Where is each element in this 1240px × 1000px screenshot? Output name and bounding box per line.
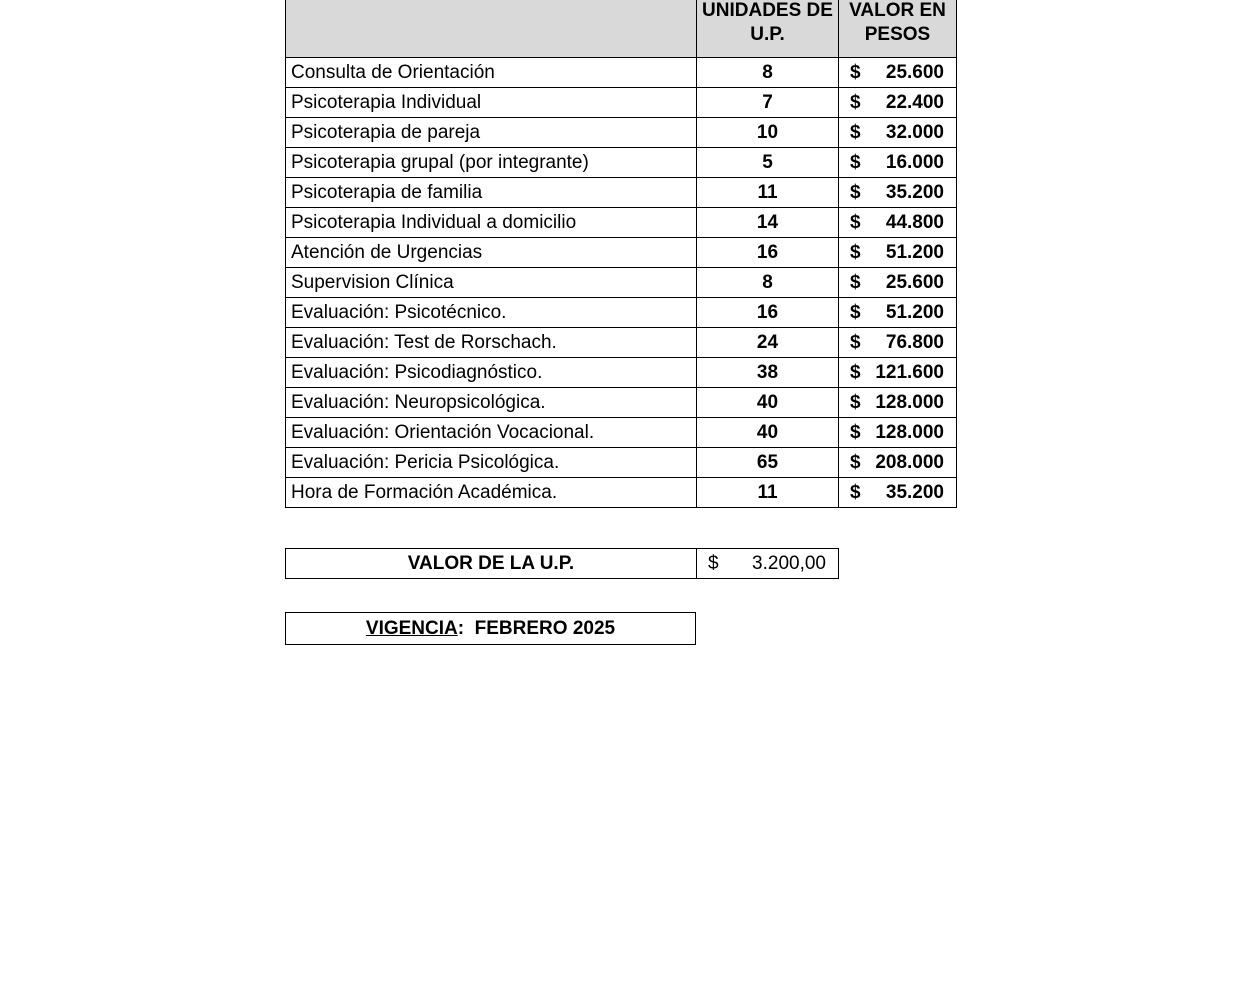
service-price [839, 298, 957, 328]
price-amount: 35.200 [885, 182, 944, 203]
service-name: Atención de Urgencias [286, 238, 697, 268]
service-price [839, 478, 957, 508]
service-name: Consulta de Orientación [286, 58, 697, 88]
table-row [286, 208, 957, 238]
service-name: Evaluación: Pericia Psicológica. [286, 448, 697, 478]
service-name: Psicoterapia Individual a domicilio [286, 208, 697, 238]
service-name: Evaluación: Neuropsicológica. [286, 388, 697, 418]
service-units: 16 [697, 238, 839, 268]
validity-value: FEBRERO 2025 [474, 618, 616, 639]
service-units: 5 [697, 148, 839, 178]
service-units: 65 [697, 448, 839, 478]
service-name: Evaluación: Psicodiagnóstico. [286, 358, 697, 388]
service-price [839, 208, 957, 238]
service-name: Hora de Formación Académica. [286, 478, 697, 508]
service-price [839, 118, 957, 148]
rates-table [285, 0, 957, 508]
unit-value-table [285, 548, 839, 579]
price-amount: 128.000 [875, 392, 944, 413]
service-price [839, 418, 957, 448]
table-row [286, 118, 957, 148]
service-units: 7 [697, 88, 839, 118]
service-name: Psicoterapia de pareja [286, 118, 697, 148]
price-amount: 44.800 [885, 212, 944, 233]
currency-symbol: $ [850, 302, 861, 323]
service-units: 40 [697, 418, 839, 448]
header-service [286, 0, 697, 58]
service-units: 40 [697, 388, 839, 418]
validity-separator: : [457, 618, 465, 639]
validity-cell [286, 613, 696, 645]
header-units [697, 0, 839, 58]
service-name: Psicoterapia de familia [286, 178, 697, 208]
service-name: Evaluación: Psicotécnico. [286, 298, 697, 328]
table-row [286, 358, 957, 388]
service-name: Supervision Clínica [286, 268, 697, 298]
header-price-label: VALOR EN PESOS [849, 0, 946, 45]
service-price [839, 268, 957, 298]
unit-value-cell [697, 549, 839, 579]
currency-symbol: $ [850, 422, 861, 443]
unit-value-amount: 3.200,00 [752, 553, 826, 574]
table-row [286, 388, 957, 418]
price-amount: 76.800 [885, 332, 944, 353]
unit-value-row [286, 549, 839, 579]
currency-symbol: $ [850, 62, 861, 83]
price-amount: 32.000 [885, 122, 944, 143]
table-row [286, 298, 957, 328]
table-row [286, 448, 957, 478]
validity-row [286, 613, 696, 645]
service-units: 38 [697, 358, 839, 388]
header-price [839, 0, 957, 58]
currency-symbol: $ [850, 92, 861, 113]
rates-body [286, 58, 957, 508]
service-price [839, 388, 957, 418]
service-price [839, 178, 957, 208]
service-units: 10 [697, 118, 839, 148]
currency-symbol: $ [850, 272, 861, 293]
price-amount: 51.200 [885, 242, 944, 263]
unit-value-label: VALOR DE LA U.P. [286, 549, 697, 579]
service-price [839, 88, 957, 118]
price-amount: 128.000 [875, 422, 944, 443]
currency-symbol: $ [850, 332, 861, 353]
currency-symbol: $ [850, 152, 861, 173]
service-name: Psicoterapia Individual [286, 88, 697, 118]
currency-symbol: $ [850, 392, 861, 413]
service-price [839, 148, 957, 178]
currency-symbol: $ [850, 122, 861, 143]
service-price [839, 328, 957, 358]
price-amount: 51.200 [885, 302, 944, 323]
price-amount: 35.200 [885, 482, 944, 503]
table-row [286, 268, 957, 298]
service-price [839, 358, 957, 388]
service-units: 24 [697, 328, 839, 358]
table-row [286, 238, 957, 268]
service-units: 8 [697, 58, 839, 88]
header-units-label: UNIDADES DE U.P. [702, 0, 833, 45]
service-name: Evaluación: Test de Rorschach. [286, 328, 697, 358]
validity-label: VIGENCIA [365, 618, 458, 639]
price-amount: 121.600 [875, 362, 944, 383]
service-name: Evaluación: Orientación Vocacional. [286, 418, 697, 448]
service-name: Psicoterapia grupal (por integrante) [286, 148, 697, 178]
service-units: 11 [697, 178, 839, 208]
service-units: 14 [697, 208, 839, 238]
price-amount: 25.600 [885, 272, 944, 293]
price-amount: 16.000 [885, 152, 944, 173]
service-units: 16 [697, 298, 839, 328]
table-row [286, 88, 957, 118]
header-row [286, 0, 957, 58]
currency-symbol: $ [850, 182, 861, 203]
table-row [286, 418, 957, 448]
currency-symbol: $ [850, 452, 861, 473]
table-row [286, 178, 957, 208]
price-amount: 22.400 [885, 92, 944, 113]
unit-value-currency: $ [708, 553, 719, 574]
service-price [839, 448, 957, 478]
service-price [839, 58, 957, 88]
currency-symbol: $ [850, 482, 861, 503]
service-units: 8 [697, 268, 839, 298]
service-price [839, 238, 957, 268]
service-units: 11 [697, 478, 839, 508]
table-row [286, 58, 957, 88]
table-row [286, 478, 957, 508]
table-row [286, 148, 957, 178]
price-amount: 208.000 [875, 452, 944, 473]
price-amount: 25.600 [885, 62, 944, 83]
validity-table [285, 612, 696, 645]
currency-symbol: $ [850, 212, 861, 233]
currency-symbol: $ [850, 362, 861, 383]
currency-symbol: $ [850, 242, 861, 263]
table-row [286, 328, 957, 358]
